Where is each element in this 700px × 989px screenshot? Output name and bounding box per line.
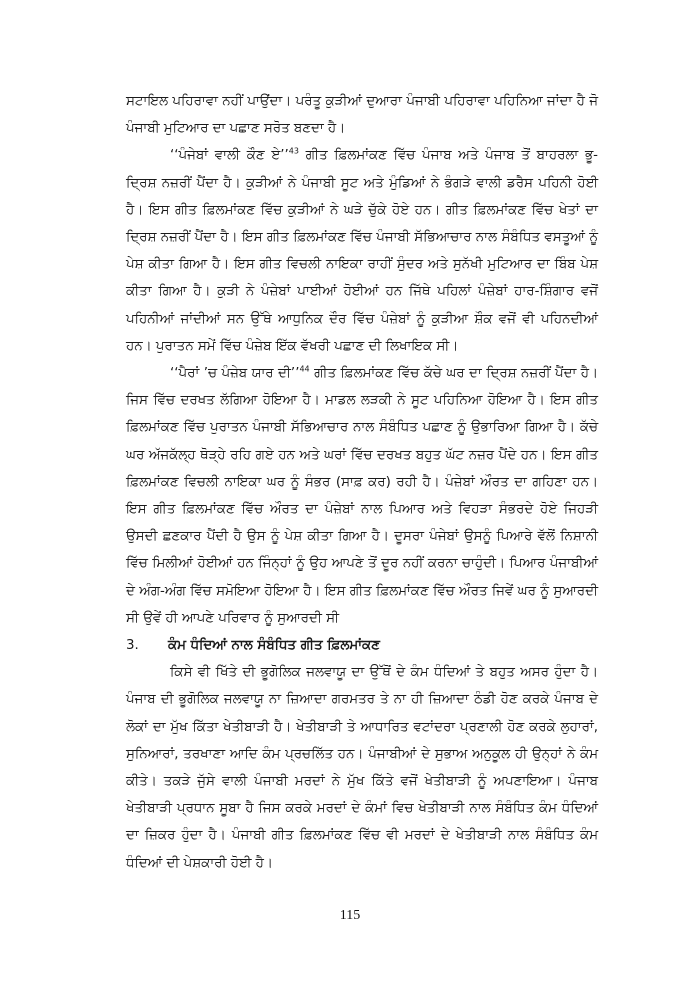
document-page [126,88,598,877]
paragraph-section-body: ਕਿਸੇ ਵੀ ਖਿੱਤੇ ਦੀ ਭੂਗੋਲਿਕ ਜਲਵਾਯੂ ਦਾ ਉੱਥੋਂ ਦੇ ਕੰਮ ਧੰਦਿਆਂ ਤੇ ਬਹੁਤ ਅਸਰ ਹੁੰਦਾ ਹੈ। ਪੰਜਾਬ ਦੀ ਭੂਗੋਲਿਕ ਜਲਵਾਯੂ ਨਾ ਜ਼ਿਆਦਾ ਗਰਮਤਰ ਤੇ ਨਾ ਹੀ ਜ਼ਿਆਦਾ ਠੰਡੀ ਹੋਣ ਕਰਕੇ ਪੰਜਾਬ ਦੇ ਲੋਕਾਂ ਦਾ ਮੁੱਖ ਕਿੱਤਾ ਖੇਤੀਬਾੜੀ ਹੈ। ਖੇਤੀਬਾੜੀ ਤੇ ਆਧਾਰਿਤ ਵਟਾਂਦਰਾ ਪ੍ਰਣਾਲੀ ਹੋਣ ਕਰਕੇ ਲੁਹਾਰਾਂ, ਸੁਨਿਆਰਾਂ, ਤਰਖਾਣਾ ਆਦਿ ਕੰਮ ਪ੍ਰਚਲਿੱਤ ਹਨ। ਪੰਜਾਬੀਆਂ ਦੇ ਸੁਭਾਅ ਅਨੁਕੂਲ ਹੀ ਉਨ੍ਹਾਂ ਨੇ ਕੰਮ ਕੀਤੇ। ਤਕੜੇ ਜੁੱਸੇ ਵਾਲੀ ਪੰਜਾਬੀ ਮਰਦਾਂ ਨੇ ਮੁੱਖ ਕਿੱਤੇ ਵਜੋਂ ਖੇਤੀਬਾੜੀ ਨੂੰ ਅਪਣਾਇਆ। ਪੰਜਾਬ ਖੇਤੀਬਾੜੀ ਪ੍ਰਧਾਨ ਸੂਬਾ ਹੈ ਜਿਸ ਕਰਕੇ ਮਰਦਾਂ ਦੇ ਕੰਮਾਂ ਵਿਚ ਖੇਤੀਬਾੜੀ ਨਾਲ ਸੰਬੰਧਿਤ ਕੰਮ ਧੰਦਿਆਂ ਦਾ ਜ਼ਿਕਰ ਹੁੰਦਾ ਹੈ। ਪੰਜਾਬੀ ਗੀਤ ਫ਼ਿਲਮਾਂਕਣ ਵਿੱਚ ਵੀ ਮਰਦਾਂ ਦੇ ਖੇਤੀਬਾੜੀ ਨਾਲ ਸੰਬੰਧਿਤ ਕੰਮ ਧੰਦਿਆਂ ਦੀ ਪੇਸ਼ਕਾਰੀ ਹੋਈ ਹੈ। [126,665,598,871]
paragraph-body: ਗੀਤ ਫ਼ਿਲਮਾਂਕਣ ਵਿੱਚ ਪੰਜਾਬ ਅਤੇ ਪੰਜਾਬ ਤੋਂ ਬਾਹਰਲਾ ਭੂ-ਦ੍ਰਿਸ਼ ਨਜ਼ਰੀਂ ਪੈਂਦਾ ਹੈ। ਕੁੜੀਆਂ ਨੇ ਪੰਜਾਬੀ ਸੂਟ ਅਤੇ ਮੁੰਡਿਆਂ ਨੇ ਭੰਗੜੇ ਵਾਲੀ ਡਰੈਸ ਪਹਿਨੀ ਹੋਈ ਹੈ। ਇਸ ਗੀਤ ਫ਼ਿਲਮਾਂਕਣ ਵਿੱਚ ਕੁੜੀਆਂ ਨੇ ਘੜੇ ਚੁੱਕੇ ਹੋਏ ਹਨ। ਗੀਤ ਫ਼ਿਲਮਾਂਕਣ ਵਿੱਚ ਖੇਤਾਂ ਦਾ ਦ੍ਰਿਸ਼ ਨਜ਼ਰੀਂ ਪੈਂਦਾ ਹੈ। ਇਸ ਗੀਤ ਫ਼ਿਲਮਾਂਕਣ ਵਿੱਚ ਪੰਜਾਬੀ ਸੱਭਿਆਚਾਰ ਨਾਲ ਸੰਬੰਧਿਤ ਵਸਤੂਆਂ ਨੂੰ ਪੇਸ਼ ਕੀਤਾ ਗਿਆ ਹੈ। ਇਸ ਗੀਤ ਵਿਚਲੀ ਨਾਇਕਾ ਰਾਹੀਂ ਸੁੰਦਰ ਅਤੇ ਸੁਨੱਖੀ ਮੁਟਿਆਰ ਦਾ ਬਿੰਬ ਪੇਸ਼ ਕੀਤਾ ਗਿਆ ਹੈ। ਕੁੜੀ ਨੇ ਪੰਜ਼ੇਬਾਂ ਪਾਈਆਂ ਹੋਈਆਂ ਹਨ ਜਿੱਥੇ ਪਹਿਲਾਂ ਪੰਜ਼ੇਬਾਂ ਹਾਰ-ਸ਼ਿੰਗਾਰ ਵਜੋਂ ਪਹਿਨੀਆਂ ਜਾਂਦੀਆਂ ਸਨ ਉੱਥੇ ਆਧੁਨਿਕ ਦੌਰ ਵਿੱਚ ਪੰਜ਼ੇਬਾਂ ਨੂੰ ਕੁੜੀਆ ਸ਼ੌਕ ਵਜੋਂ ਵੀ ਪਹਿਨਦੀਆਂ ਹਨ। ਪੁਰਾਤਨ ਸਮੇਂ ਵਿੱਚ ਪੰਜ਼ੇਬ ਇੱਕ ਵੱਖਰੀ ਪਛਾਣ ਦੀ ਲਿਖਾਇਕ ਸੀ। [126,148,599,354]
paragraph-pairan-song [126,360,598,632]
section-title: ਕੰਮ ਧੰਦਿਆਂ ਨਾਲ ਸੰਬੰਧਿਤ ਗੀਤ ਫ਼ਿਲਮਾਂਕਣ [168,638,380,654]
footnote-ref-44: 44 [299,364,310,374]
footnote-ref-43: 43 [288,146,299,156]
paragraph-continuation: ਸਟਾਇਲ ਪਹਿਰਾਵਾ ਨਹੀਂ ਪਾਉਂਦਾ। ਪਰੰਤੂ ਕੁੜੀਆਂ ਦੁਆਰਾ ਪੰਜਾਬੀ ਪਹਿਰਾਵਾ ਪਹਿਨਿਆ ਜਾਂਦਾ ਹੈ ਜੋ ਪੰਜਾਬੀ ਮੁਟਿਆਰ ਦਾ ਪਛਾਣ ਸਰੋਤ ਬਣਦਾ ਹੈ। [126,94,598,137]
song-title: ‘‘ਪੈਰਾਂ ’ਚ ਪੰਜ਼ੇਬ ਯਾਰ ਦੀ’’ [170,366,300,382]
section-number: 3. [126,638,139,654]
section-heading [126,632,598,659]
paragraph-body: ਗੀਤ ਫ਼ਿਲਮਾਂਕਣ ਵਿੱਚ ਕੱਚੇ ਘਰ ਦਾ ਦ੍ਰਿਸ਼ ਨਜ਼ਰੀਂ ਪੈਂਦਾ ਹੈ। ਜਿਸ ਵਿੱਚ ਦਰਖਤ ਲੱਗਿਆ ਹੋਇਆ ਹੈ। ਮਾਡਲ ਲੜਕੀ ਨੇ ਸੂਟ ਪਹਿਨਿਆ ਹੋਇਆ ਹੈ। ਇਸ ਗੀਤ ਫ਼ਿਲਮਾਂਕਣ ਵਿੱਚ ਪੁਰਾਤਨ ਪੰਜਾਬੀ ਸੱਭਿਆਚਾਰ ਨਾਲ ਸੰਬੰਧਿਤ ਪਛਾਣ ਨੂੰ ਉਭਾਰਿਆ ਗਿਆ ਹੈ। ਕੱਚੇ ਘਰ ਅੱਜਕੱਲ੍ਹ ਥੋੜ੍ਹੇ ਰਹਿ ਗਏ ਹਨ ਅਤੇ ਘਰਾਂ ਵਿੱਚ ਦਰਖਤ ਬਹੁਤ ਘੱਟ ਨਜ਼ਰ ਪੈਂਦੇ ਹਨ। ਇਸ ਗੀਤ ਫ਼ਿਲਮਾਂਕਣ ਵਿਚਲੀ ਨਾਇਕਾ ਘਰ ਨੂੰ ਸੰਭਰ (ਸਾਫ਼ ਕਰ) ਰਹੀ ਹੈ। ਪੰਜ਼ੇਬਾਂ ਔਰਤ ਦਾ ਗਹਿਣਾ ਹਨ। ਇਸ ਗੀਤ ਫ਼ਿਲਮਾਂਕਣ ਵਿੱਚ ਔਰਤ ਦਾ ਪੰਜ਼ੇਬਾਂ ਨਾਲ ਪਿਆਰ ਅਤੇ ਵਿਹੜਾ ਸੰਭਰਦੇ ਹੋਏ ਜਿਹੜੀ ਉਸਦੀ ਛਣਕਾਰ ਪੈਂਦੀ ਹੈ ਉਸ ਨੂੰ ਪੇਸ਼ ਕੀਤਾ ਗਿਆ ਹੈ। ਦੂਸਰਾ ਪੰਜੇਬਾਂ ਉਸਨੂੰ ਪਿਆਰੇ ਵੱਲੋਂ ਨਿਸ਼ਾਨੀ ਵਿੱਚ ਮਿਲੀਆਂ ਹੋਈਆਂ ਹਨ ਜਿੰਨ੍ਹਾਂ ਨੂੰ ਉਹ ਆਪਣੇ ਤੋਂ ਦੂਰ ਨਹੀਂ ਕਰਨਾ ਚਾਹੁੰਦੀ। ਪਿਆਰ ਪੰਜਾਬੀਆਂ ਦੇ ਅੰਗ-ਅੰਗ ਵਿੱਚ ਸਮੋਇਆ ਹੋਇਆ ਹੈ। ਇਸ ਗੀਤ ਫ਼ਿਲਮਾਂਕਣ ਵਿੱਚ ਔਰਤ ਜਿਵੇਂ ਘਰ ਨੂੰ ਸੁਆਰਦੀ ਸੀ ਉਵੇਂ ਹੀ ਆਪਣੇ ਪਰਿਵਾਰ ਨੂੰ ਸੁਆਰਦੀ ਸੀ [126,366,598,626]
song-title: ‘‘ਪੰਜੇਬਾਂ ਵਾਲੀ ਕੌਣ ਏ’’ [170,148,289,164]
page-number: 115 [339,908,361,923]
paragraph-panjeban-song [126,142,598,360]
